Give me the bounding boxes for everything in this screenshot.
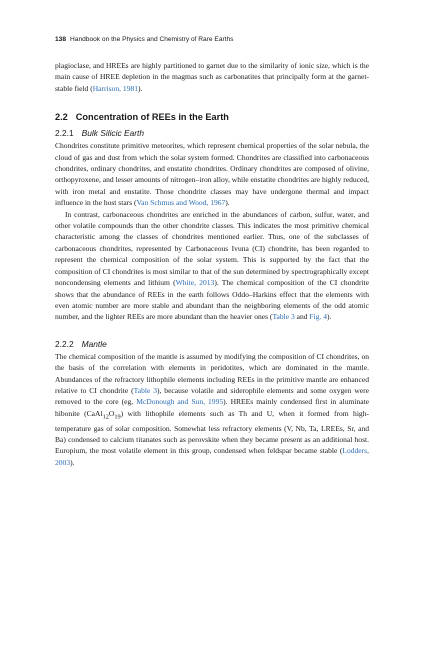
subscript: 12 xyxy=(102,413,109,421)
paragraph-text: ), because volatile and siderophile elements and some oxygen were removed to the core (eg, xyxy=(55,385,369,407)
paragraph-text: ) with lithophile elements such as Th and U, when it formed from high-temperature gas of solar composition. Somewhat less refractory elements (V, Nb, Ta, LREEs, Sr, and Ba) condensed to calcium titanates such as perovskite when they became present as an additional host. Europium, the most volatile element in this group, condensed when feldspar became stable ( xyxy=(55,408,369,456)
subscript: 19 xyxy=(114,413,121,421)
paragraph-text: ). HREEs mainly condensed first in aluminate hibonite (CaAl xyxy=(55,397,370,418)
paragraph-text: The chemical composition of the mantle is assumed by modifying the composition of CI chondrites, on the basis of the correlation with elements in peridotites, which are dominated in the mantle. Abundances of the refractory lithophile elements including REEs in the primitive mantle are enhanced relative to CI chondrite ( xyxy=(55,351,369,395)
page-number: 138 xyxy=(55,36,67,43)
subsection-title: Bulk Silicic Earth xyxy=(81,128,145,139)
subsection-number: 2.2.2 xyxy=(55,338,74,349)
paragraph-tail: ). xyxy=(327,312,332,322)
paragraph-text: ). The chemical composition of the CI chondrite shows that the abundance of REEs in the earth follows Oddo–Harkins effect that the elements with even atomic number are more stable and abundant than the neighboring elements of the odd atomic number, and the lighter REEs are more abundant than the heavier ones ( xyxy=(55,278,370,322)
citation-link[interactable]: McDonough and Sun, 1995 xyxy=(136,397,224,407)
table-reference-link[interactable]: Table 3 xyxy=(133,385,157,395)
intro-tail: ). xyxy=(138,83,143,93)
citation-link[interactable]: Van Schmus and Wood, 1967 xyxy=(136,198,226,208)
paragraph-text: O xyxy=(108,408,115,418)
paragraph-text: In contrast, carbonaceous chondrites are enriched in the abundances of carbon, sulfur, water, and other volatile compounds than the other chondrite classes. This indicates the most primitive chemical characteristic among the classes of chondrites mentioned earlier. Thus, one of the subclasses of carbonaceous chondrites, represented by Carbonaceous Ivuna (CI) chondrite, has been regarded to represent the chemical composition of the solar system. This is supported by the fact that the composition of CI chondrites is most similar to that of the sun determined by spectrographically except noncondensing elements and lithium ( xyxy=(55,209,369,288)
intro-text: plagioclase, and HREEs are highly partitioned to garnet due to the similarity of ionic size, which is the main cause of HREE depletion in the magmas such as carbonatites that principally form at the garnet-stable field ( xyxy=(55,61,369,93)
subsection-heading xyxy=(55,339,369,349)
subsection-number: 2.2.1 xyxy=(55,128,74,139)
section-title: Concentration of REEs in the Earth xyxy=(75,112,229,123)
table-reference-link[interactable]: Table 3 xyxy=(272,312,295,322)
citation-link[interactable]: Harrison, 1981 xyxy=(92,83,139,93)
running-header xyxy=(55,36,369,44)
subsection-title: Mantle xyxy=(81,338,107,349)
paragraph-tail: ). xyxy=(70,457,75,467)
book-page xyxy=(55,36,369,468)
citation-link[interactable]: White, 2013 xyxy=(175,278,215,288)
paragraph-tail: ). xyxy=(225,198,230,208)
subsection-heading xyxy=(55,128,369,138)
body-paragraph xyxy=(55,140,369,208)
figure-reference-link[interactable]: Fig. 4 xyxy=(309,312,328,322)
section-heading xyxy=(55,112,369,123)
intro-paragraph xyxy=(55,60,369,94)
section-number: 2.2 xyxy=(55,112,68,123)
book-title: Handbook on the Physics and Chemistry of Rare Earths xyxy=(70,36,234,43)
paragraph-text: Chondrites constitute primitive meteorites, which represent chemical properties of the solar nebula, the cloud of gas and dust from which the solar system formed. Chondrites are classified into carbonaceous chondrites, ordinary chondrites, and enstatite chondrites. Ordinary chondrites are composed of olivine, orthopyroxene, and lesser amounts of nitrogen–iron alloy, while enstatite chondrites are highly reduced, with iron metal and enstatite. Those chondrite classes may have undergone thermal and impact influence in the host stars ( xyxy=(55,141,369,208)
body-paragraph xyxy=(55,209,369,323)
citation-link[interactable]: Lodders, 2003 xyxy=(55,446,369,467)
body-paragraph xyxy=(55,351,369,469)
paragraph-text: and xyxy=(294,312,310,322)
